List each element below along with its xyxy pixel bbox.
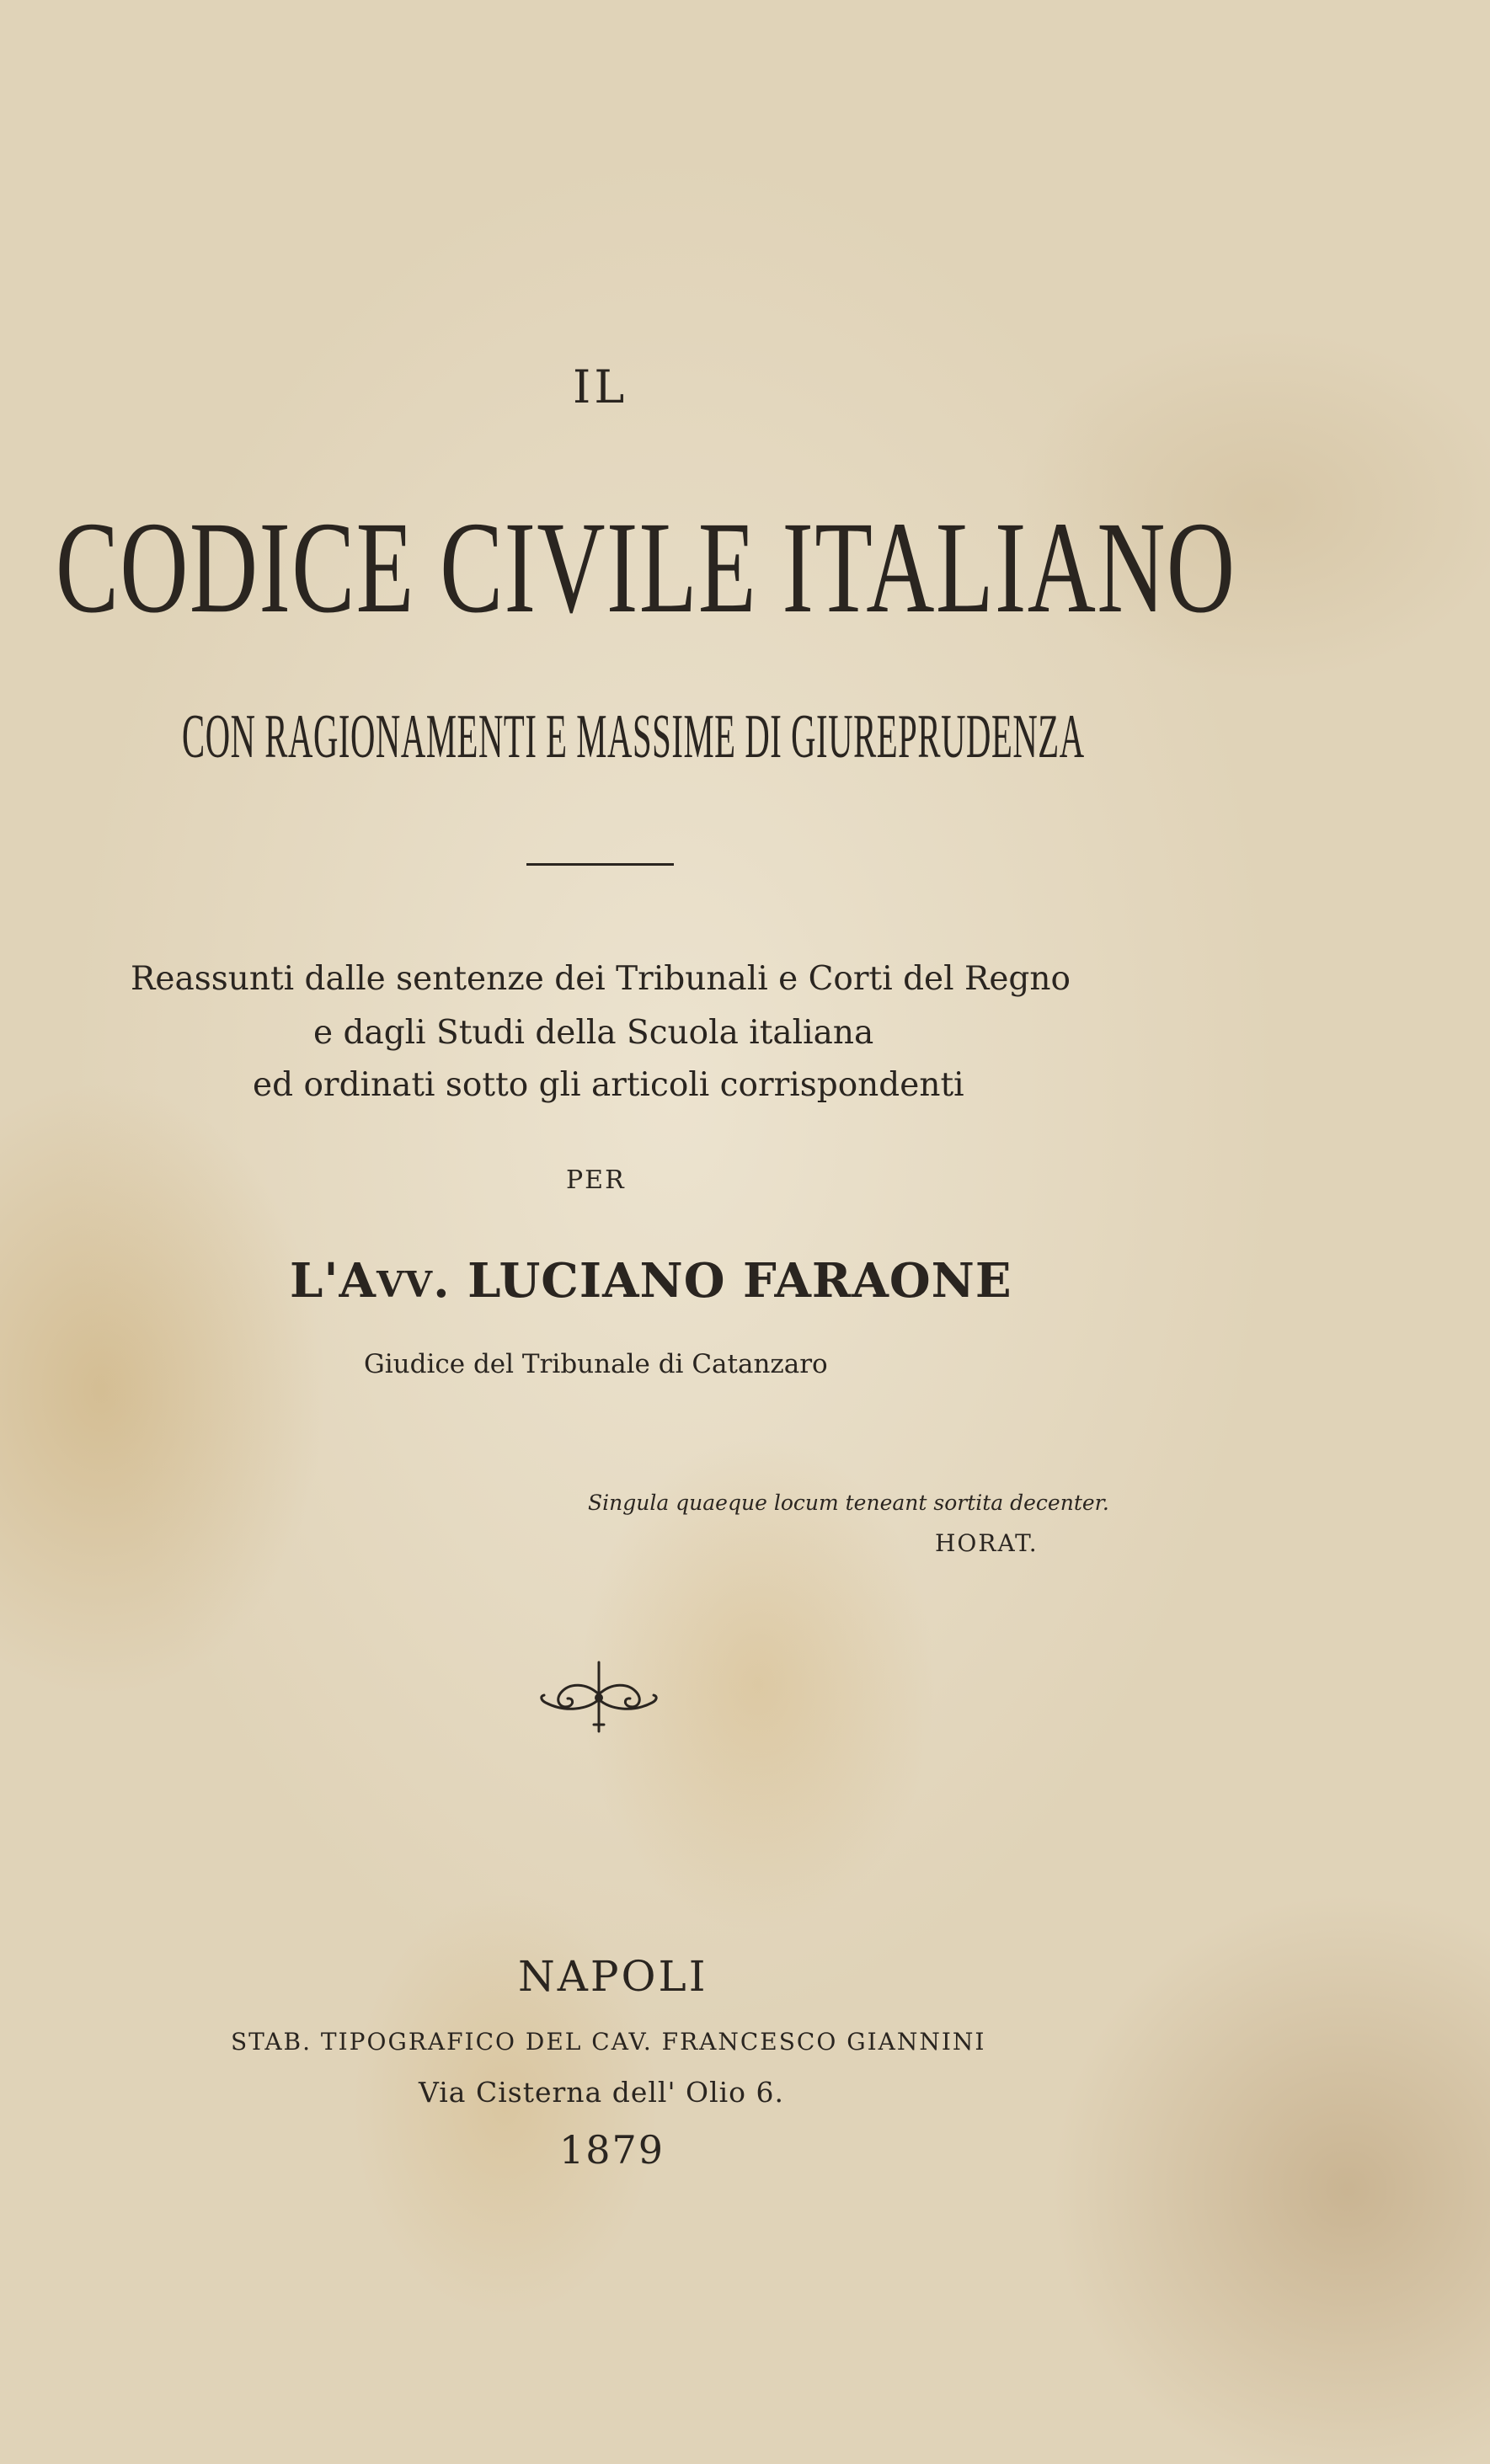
main-title: CODICE CIVILE ITALIANO — [56, 494, 1236, 640]
title-article: IL — [573, 360, 628, 413]
author-surname: . LUCIANO FARAONE — [433, 1253, 1012, 1309]
epigraph-quote: Singula quaeque locum teneant sortita decenter. — [588, 1491, 1109, 1515]
subtitle: CON RAGIONAMENTI E MASSIME DI GIUREPRUDENZA — [182, 702, 1085, 771]
divider-rule — [526, 863, 674, 866]
author-preposition: PER — [566, 1165, 626, 1195]
imprint-address: Via Cisterna dell' Olio 6. — [419, 2076, 785, 2109]
imprint-year: 1879 — [559, 2127, 665, 2173]
author-prefix-vv: VV — [376, 1264, 434, 1305]
description-line-3: ed ordinati sotto gli articoli corrispondenti — [253, 1066, 964, 1104]
author-prefix-l: L'A — [290, 1253, 377, 1309]
description-line-1: Reassunti dalle sentenze dei Tribunali e Corti del Regno — [131, 960, 1071, 998]
epigraph-attribution: HORAT. — [935, 1529, 1039, 1557]
author-name — [290, 1253, 1012, 1309]
description-line-2: e dagli Studi della Scuola italiana — [313, 1014, 874, 1052]
imprint-press: STAB. TIPOGRAFICO DEL CAV. FRANCESCO GIANNINI — [231, 2028, 986, 2056]
author-role: Giudice del Tribunale di Catanzaro — [364, 1349, 828, 1379]
fleuron-ornament-icon — [536, 1657, 662, 1738]
imprint-city: NAPOLI — [518, 1952, 708, 2001]
